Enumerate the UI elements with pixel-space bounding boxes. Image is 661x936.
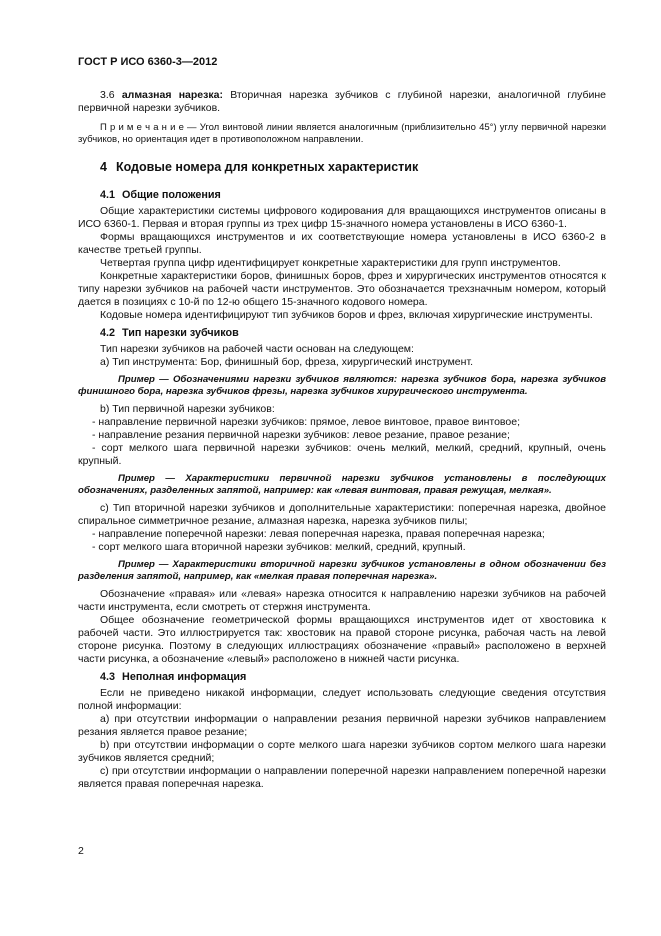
section-4-number: 4	[100, 160, 107, 174]
section-4-2-heading	[78, 327, 606, 340]
dash-item: - сорт мелкого шага вторичной нарезки зубчиков: мелкий, средний, крупный.	[92, 541, 466, 553]
paragraph: Обозначение «правая» или «левая» нарезка относится к направлению нарезки зубчиков на рабочей части инструмента, если смотреть от стержня инструмента.	[78, 588, 606, 613]
paragraph: Четвертая группа цифр идентифицирует конкретные характеристики для групп инструментов.	[100, 257, 561, 269]
example-paragraph: Пример — Характеристики вторичной нарезки зубчиков установлены в одном обозначении без разделения запятой, например, как «мелкая правая поперечная нарезка».	[78, 559, 606, 582]
list-item-c: c) при отсутствии информации о направлении поперечной нарезки направлением поперечной нарезки является правая поперечная нарезка.	[78, 765, 606, 790]
section-4-1-title: Общие положения	[122, 189, 221, 201]
example-paragraph: Пример — Обозначениями нарезки зубчиков являются: нарезка зубчиков бора, нарезка зубчиков финишного бора, нарезка зубчиков фрезы, нарезка зубчиков хирургического инструмента.	[78, 374, 606, 397]
section-4-title: Кодовые номера для конкретных характеристик	[115, 160, 419, 174]
section-4-3-number: 4.3	[100, 671, 116, 683]
definition-text: Вторичная нарезка зубчиков с глубиной нарезки, аналогичной глубине первичной нарезки зубчиков.	[78, 89, 607, 114]
document-header: ГОСТ Р ИСО 6360-3—2012	[78, 56, 218, 68]
list-item-b: b) Тип первичной нарезки зубчиков:	[100, 403, 275, 415]
paragraph: Тип нарезки зубчиков на рабочей части основан на следующем:	[100, 343, 414, 355]
definition-3-6	[78, 89, 606, 115]
section-4-1-number: 4.1	[100, 189, 116, 201]
note-paragraph: П р и м е ч а н и е — Угол винтовой линии является аналогичным (приблизительно 45°) углу первичной нарезки зубчиков, но ориентация идет в противоположном направлении.	[78, 122, 606, 145]
paragraph: Общее обозначение геометрической формы вращающихся инструментов идет от хвостовика к рабочей части. Это иллюстрируется так: хвостовик на правой стороне рисунка, рабочая часть на левой стороне рисунка. Поэтому в следующих иллюстрациях обозначение «правый» расположено в верхней части рисунка, а обозначение «левый» расположено в нижней части рисунка.	[78, 614, 606, 665]
section-4-3-title: Неполная информация	[122, 671, 247, 683]
paragraph: Общие характеристики системы цифрового кодирования для вращающихся инструментов описаны в ИСО 6360-1. Первая и вторая группы из трех цифр 15-значного номера установлены в ИСО 6360-1.	[78, 205, 606, 230]
page-content	[78, 56, 606, 791]
list-item-a: a) Тип инструмента: Бор, финишный бор, фреза, хирургический инструмент.	[100, 356, 474, 368]
paragraph: Конкретные характеристики боров, финишных боров, фрез и хирургических инструментов относятся к типу нарезки зубчиков на рабочей части инструментов. Это обозначается трехзначным номером, который дается в позициях с 10-й по 12-ю общего 15-значного кодового номера.	[78, 270, 606, 308]
list-item-b: b) при отсутствии информации о сорте мелкого шага нарезки зубчиков сортом мелкого шага нарезки зубчиков является средний;	[78, 739, 606, 764]
example-paragraph: Пример — Характеристики первичной нарезки зубчиков установлены в последующих обозначениях, разделенных запятой, например: как «левая винтовая, правая режущая, мелкая».	[78, 473, 606, 496]
paragraph: Формы вращающихся инструментов и их соответствующие номера установлены в ИСО 6360-2 в качестве третьей группы.	[78, 231, 606, 256]
dash-item: - направление поперечной нарезки: левая поперечная нарезка, правая поперечная нарезка;	[92, 528, 545, 540]
section-4-3-heading	[78, 671, 606, 684]
page-number: 2	[78, 845, 84, 857]
definition-term: алмазная нарезка:	[121, 89, 223, 101]
list-item-a: a) при отсутствии информации о направлении резания первичной нарезки зубчиков направлением резания является правое резание;	[78, 713, 606, 738]
section-4-1-heading	[78, 189, 606, 202]
dash-item: - сорт мелкого шага первичной нарезки зубчиков: очень мелкий, мелкий, средний, крупный, очень крупный.	[78, 442, 606, 467]
paragraph: Если не приведено никакой информации, следует использовать следующие сведения отсутствия полной информации:	[78, 687, 606, 712]
section-4-heading	[78, 161, 606, 174]
dash-item: - направление резания первичной нарезки зубчиков: левое резание, правое резание;	[92, 429, 510, 441]
list-item-c: c) Тип вторичной нарезки зубчиков и дополнительные характеристики: поперечная нарезка, двойное спиральное симметричное резание, алмазная нарезка, нарезка зубчиков пилы;	[78, 502, 606, 527]
definition-number: 3.6	[100, 89, 115, 101]
dash-item: - направление первичной нарезки зубчиков: прямое, левое винтовое, правое винтовое;	[92, 416, 520, 428]
section-4-2-title: Тип нарезки зубчиков	[122, 327, 239, 339]
section-4-2-number: 4.2	[100, 327, 116, 339]
paragraph: Кодовые номера идентифицируют тип зубчиков боров и фрез, включая хирургические инструменты.	[100, 309, 593, 321]
